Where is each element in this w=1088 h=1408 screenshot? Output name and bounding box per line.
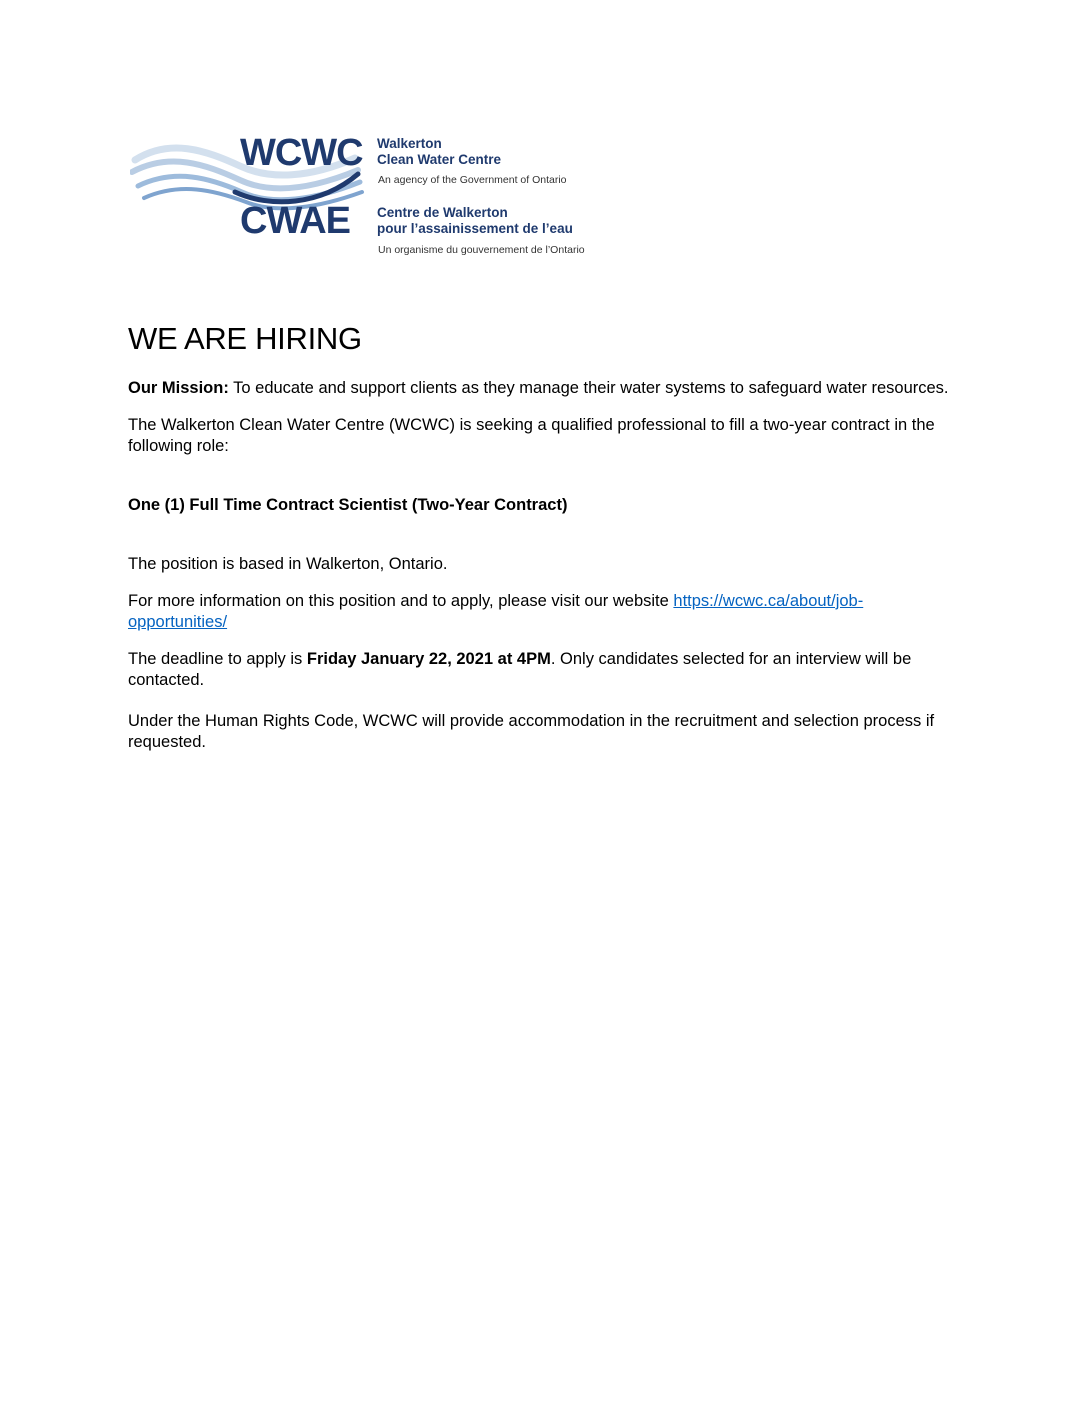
organization-logo (130, 128, 630, 268)
logo-acronym-fr: CWAE (240, 200, 350, 242)
logo-name-en-line1: Walkerton (377, 136, 442, 151)
accommodation-paragraph: Under the Human Rights Code, WCWC will provide accommodation in the recruitment and selection process if requested. (128, 712, 935, 751)
posting-body (128, 318, 958, 753)
logo-name-en-line2: Clean Water Centre (377, 152, 502, 167)
logo-agency-fr: Un organisme du gouvernement de l’Ontario (378, 244, 585, 256)
page-title: WE ARE HIRING (128, 321, 362, 356)
deadline-paragraph (128, 649, 958, 691)
location-paragraph: The position is based in Walkerton, Ontario. (128, 555, 448, 573)
mission-statement (128, 378, 958, 399)
mission-label: Our Mission: (128, 379, 229, 397)
info-text: For more information on this position and to apply, please visit our website (128, 592, 674, 610)
intro-paragraph: The Walkerton Clean Water Centre (WCWC) is seeking a qualified professional to fill a two-year contract in the following role: (128, 416, 935, 455)
logo-name-fr-line2: pour l’assainissement de l’eau (377, 221, 573, 236)
logo-name-fr-line1: Centre de Walkerton (377, 205, 508, 220)
position-title: One (1) Full Time Contract Scientist (Two-Year Contract) (128, 496, 568, 514)
deadline-date: Friday January 22, 2021 at 4PM (306, 650, 551, 668)
info-paragraph (128, 591, 958, 633)
deadline-prefix: The deadline to apply is (128, 650, 307, 668)
deadline-suffix: . Only candidates selected for an interview will be contacted. (128, 650, 912, 689)
logo-agency-en: An agency of the Government of Ontario (378, 174, 567, 186)
logo-acronym-en: WCWC (240, 132, 363, 174)
mission-text: To educate and support clients as they manage their water systems to safeguard water resources. (228, 379, 949, 397)
job-opportunities-link[interactable]: https://wcwc.ca/about/job-opportunities/ (128, 592, 864, 631)
